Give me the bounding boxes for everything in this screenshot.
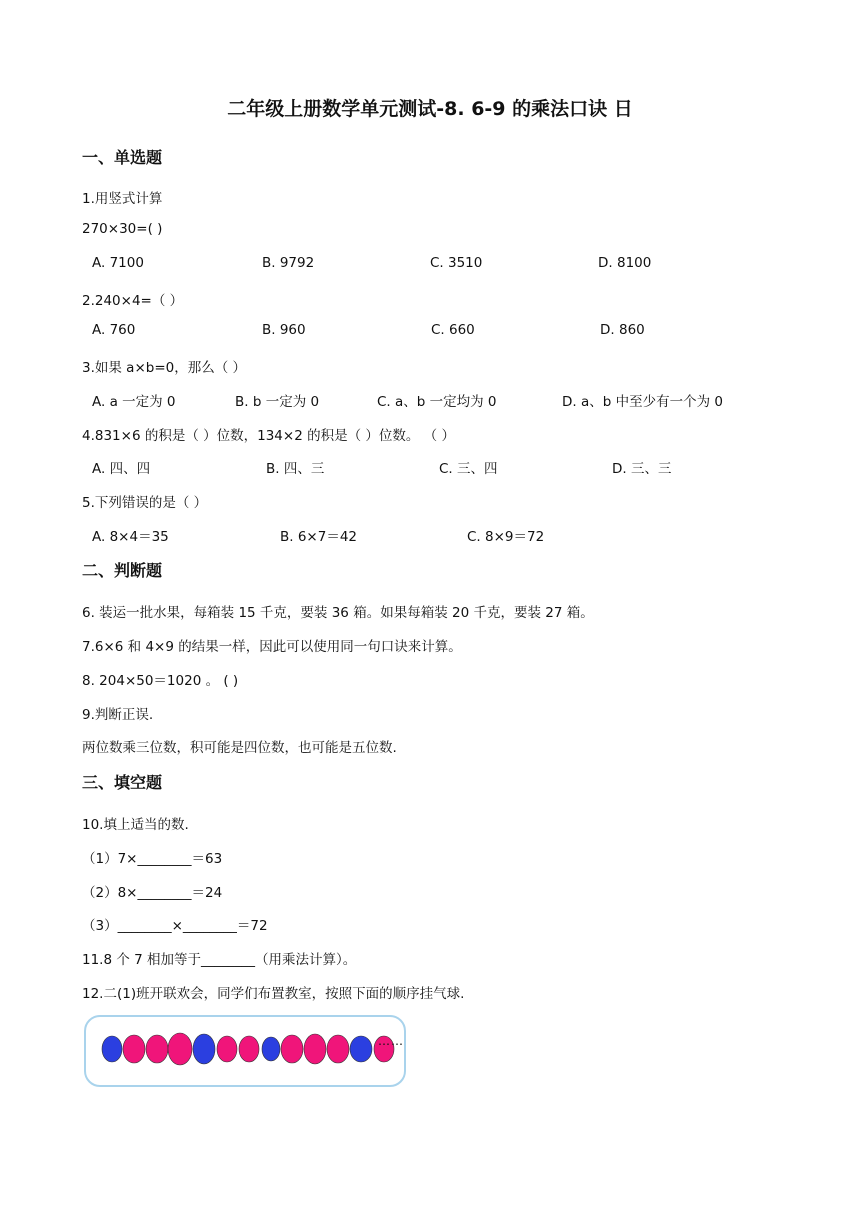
page-title: 二年级上册数学单元测试-8. 6-9 的乘法口诀 日 xyxy=(227,98,633,120)
balloon-pink xyxy=(281,1035,303,1063)
question-2-stem: 2.240×4=（ ） xyxy=(82,293,184,309)
question-10-part-2: （2）8×________＝24 xyxy=(82,885,223,901)
question-8-stem: 8. 204×50＝1020 。 ( ) xyxy=(82,673,239,689)
question-4-stem: 4.831×6 的积是（ ）位数，134×2 的积是（ ）位数。 （ ） xyxy=(82,428,455,444)
question-3-option-b[interactable]: B. b 一定为 0 xyxy=(235,394,320,410)
question-3-option-d[interactable]: D. a、b 中至少有一个为 0 xyxy=(562,394,723,410)
question-2-option-b[interactable]: B. 960 xyxy=(262,322,306,338)
question-4-option-a[interactable]: A. 四、四 xyxy=(92,461,151,477)
balloon-row xyxy=(86,1017,404,1085)
balloon-blue xyxy=(262,1037,280,1061)
question-4-option-c[interactable]: C. 三、四 xyxy=(439,461,498,477)
section-heading-single-choice: 一、单选题 xyxy=(82,148,163,167)
balloon-pink xyxy=(304,1034,326,1064)
question-1-option-d[interactable]: D. 8100 xyxy=(598,255,652,271)
question-5-stem: 5.下列错误的是（ ） xyxy=(82,495,208,511)
question-3-stem: 3.如果 a×b=0，那么（ ） xyxy=(82,360,247,376)
balloon-figure xyxy=(84,1015,406,1087)
balloon-pink xyxy=(123,1035,145,1063)
question-3-option-a[interactable]: A. a 一定为 0 xyxy=(92,394,176,410)
question-10-stem: 10.填上适当的数. xyxy=(82,817,189,833)
question-1-stem: 1.用竖式计算 xyxy=(82,191,163,207)
question-10-part-1: （1）7×________＝63 xyxy=(82,851,223,867)
balloon-pink xyxy=(146,1035,168,1063)
question-10-part-3: （3）________×________＝72 xyxy=(82,918,268,934)
question-6-stem: 6. 装运一批水果，每箱装 15 千克，要装 36 箱。如果每箱装 20 千克，要装 27 箱。 xyxy=(82,605,594,621)
question-5-option-c[interactable]: C. 8×9＝72 xyxy=(467,529,545,545)
question-1-option-a[interactable]: A. 7100 xyxy=(92,255,144,271)
question-12-stem: 12.二(1)班开联欢会，同学们布置教室，按照下面的顺序挂气球. xyxy=(82,986,465,1002)
question-9-stem: 9.判断正误. xyxy=(82,707,154,723)
question-1-option-b[interactable]: B. 9792 xyxy=(262,255,315,271)
question-2-option-c[interactable]: C. 660 xyxy=(431,322,475,338)
balloon-blue xyxy=(193,1034,215,1064)
question-1-option-c[interactable]: C. 3510 xyxy=(430,255,483,271)
question-4-option-d[interactable]: D. 三、三 xyxy=(612,461,672,477)
question-2-option-a[interactable]: A. 760 xyxy=(92,322,136,338)
question-5-option-b[interactable]: B. 6×7＝42 xyxy=(280,529,358,545)
question-3-option-c[interactable]: C. a、b 一定均为 0 xyxy=(377,394,497,410)
question-1-expression: 270×30=( ) xyxy=(82,221,163,237)
section-heading-true-false: 二、判断题 xyxy=(82,561,163,580)
question-5-option-a[interactable]: A. 8×4＝35 xyxy=(92,529,169,545)
balloon-blue xyxy=(102,1036,122,1062)
question-11-stem: 11.8 个 7 相加等于________（用乘法计算）。 xyxy=(82,952,357,968)
balloon-pink xyxy=(217,1036,237,1062)
question-9-detail: 两位数乘三位数，积可能是四位数，也可能是五位数. xyxy=(82,740,397,756)
balloon-pink xyxy=(239,1036,259,1062)
balloon-blue xyxy=(350,1036,372,1062)
question-2-option-d[interactable]: D. 860 xyxy=(600,322,645,338)
section-heading-fill-blank: 三、填空题 xyxy=(82,773,163,792)
balloon-ellipsis: …… xyxy=(378,1034,404,1048)
balloon-pink xyxy=(168,1033,192,1065)
question-7-stem: 7.6×6 和 4×9 的结果一样，因此可以使用同一句口诀来计算。 xyxy=(82,639,462,655)
question-4-option-b[interactable]: B. 四、三 xyxy=(266,461,325,477)
balloon-pink xyxy=(327,1035,349,1063)
